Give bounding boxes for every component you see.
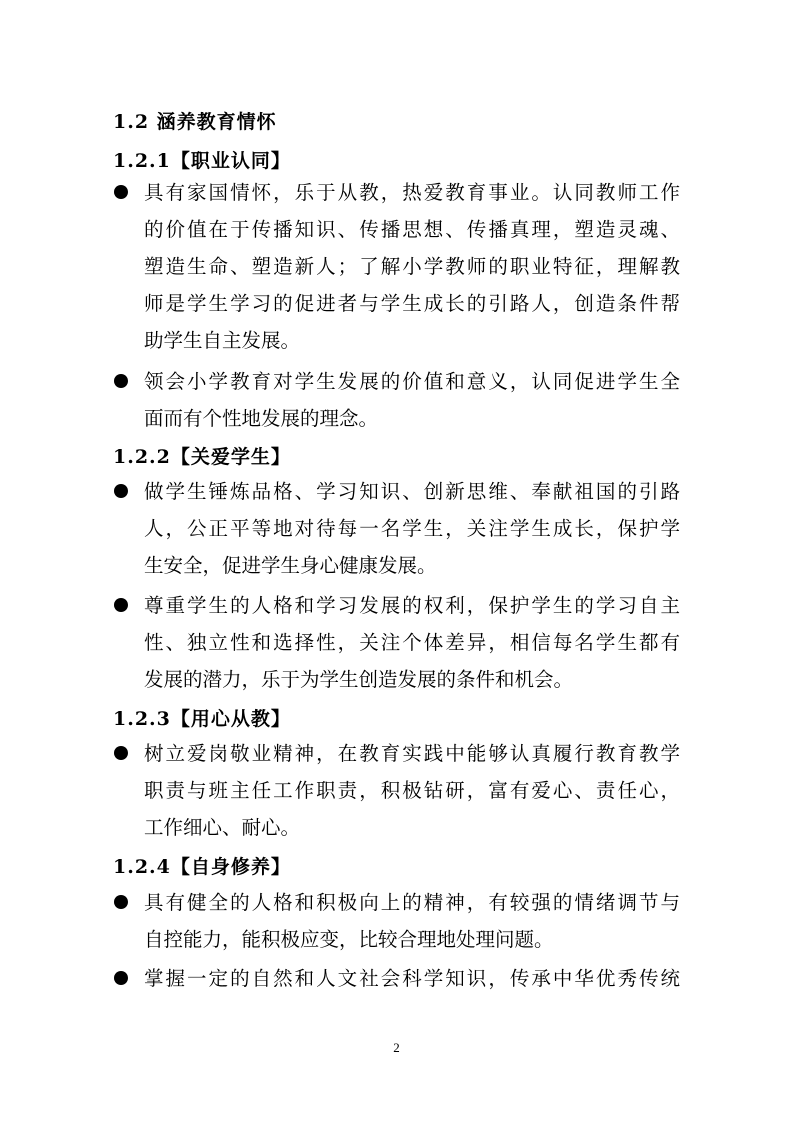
bullet-icon [114,746,128,760]
paragraph-line: 自控能力，能积极应变，比较合理地处理问题。 [144,928,554,951]
paragraph-line: 发展的潜力，乐于为学生创造发展的条件和机会。 [144,668,574,691]
paragraph-line: 的价值在于传播知识、传播思想、传播真理，塑造灵魂、 [144,218,680,241]
paragraph-line: 做学生锤炼品格、学习知识、创新思维、奉献祖国的引路 [144,480,680,503]
bullet-icon [114,598,128,612]
bullet-icon [114,374,128,388]
subheading-care-students: 1.2.2【关爱学生】 [113,446,291,468]
paragraph-line: 人，公正平等地对待每一名学生，关注学生成长，保护学 [144,517,680,540]
paragraph-line: 师是学生学习的促进者与学生成长的引路人，创造条件帮 [144,292,680,315]
bullet-icon [114,484,128,498]
paragraph-line: 树立爱岗敬业精神，在教育实践中能够认真履行教育教学 [144,742,680,765]
bullet-icon [114,185,128,199]
paragraph-line: 生安全，促进学生身心健康发展。 [144,554,437,577]
paragraph-line: 助学生自主发展。 [144,329,301,352]
subheading-dedicated-teaching: 1.2.3【用心从教】 [113,708,291,730]
paragraph-line: 具有健全的人格和积极向上的精神，有较强的情绪调节与 [144,891,680,914]
paragraph-line: 面而有个性地发展的理念。 [144,407,379,430]
bullet-icon [114,895,128,909]
page-number: 2 [393,1040,400,1055]
paragraph-line: 工作细心、耐心。 [144,816,301,839]
paragraph-line: 尊重学生的人格和学习发展的权利，保护学生的学习自主 [144,594,680,617]
subheading-self-cultivation: 1.2.4【自身修养】 [113,856,291,878]
paragraph-line: 性、独立性和选择性，关注个体差异，相信每名学生都有 [144,631,680,654]
section-heading-1-2: 1.2 涵养教育情怀 [113,111,277,133]
bullet-icon [114,971,128,985]
paragraph-line: 具有家国情怀，乐于从教，热爱教育事业。认同教师工作 [144,181,680,204]
paragraph-line: 领会小学教育对学生发展的价值和意义，认同促进学生全 [144,370,680,393]
paragraph-line: 职责与班主任工作职责，积极钻研，富有爱心、责任心， [144,779,680,802]
subheading-career-identity: 1.2.1【职业认同】 [113,150,291,172]
paragraph-line: 掌握一定的自然和人文社会科学知识，传承中华优秀传统 [144,967,680,990]
paragraph-line: 塑造生命、塑造新人；了解小学教师的职业特征，理解教 [144,255,680,278]
